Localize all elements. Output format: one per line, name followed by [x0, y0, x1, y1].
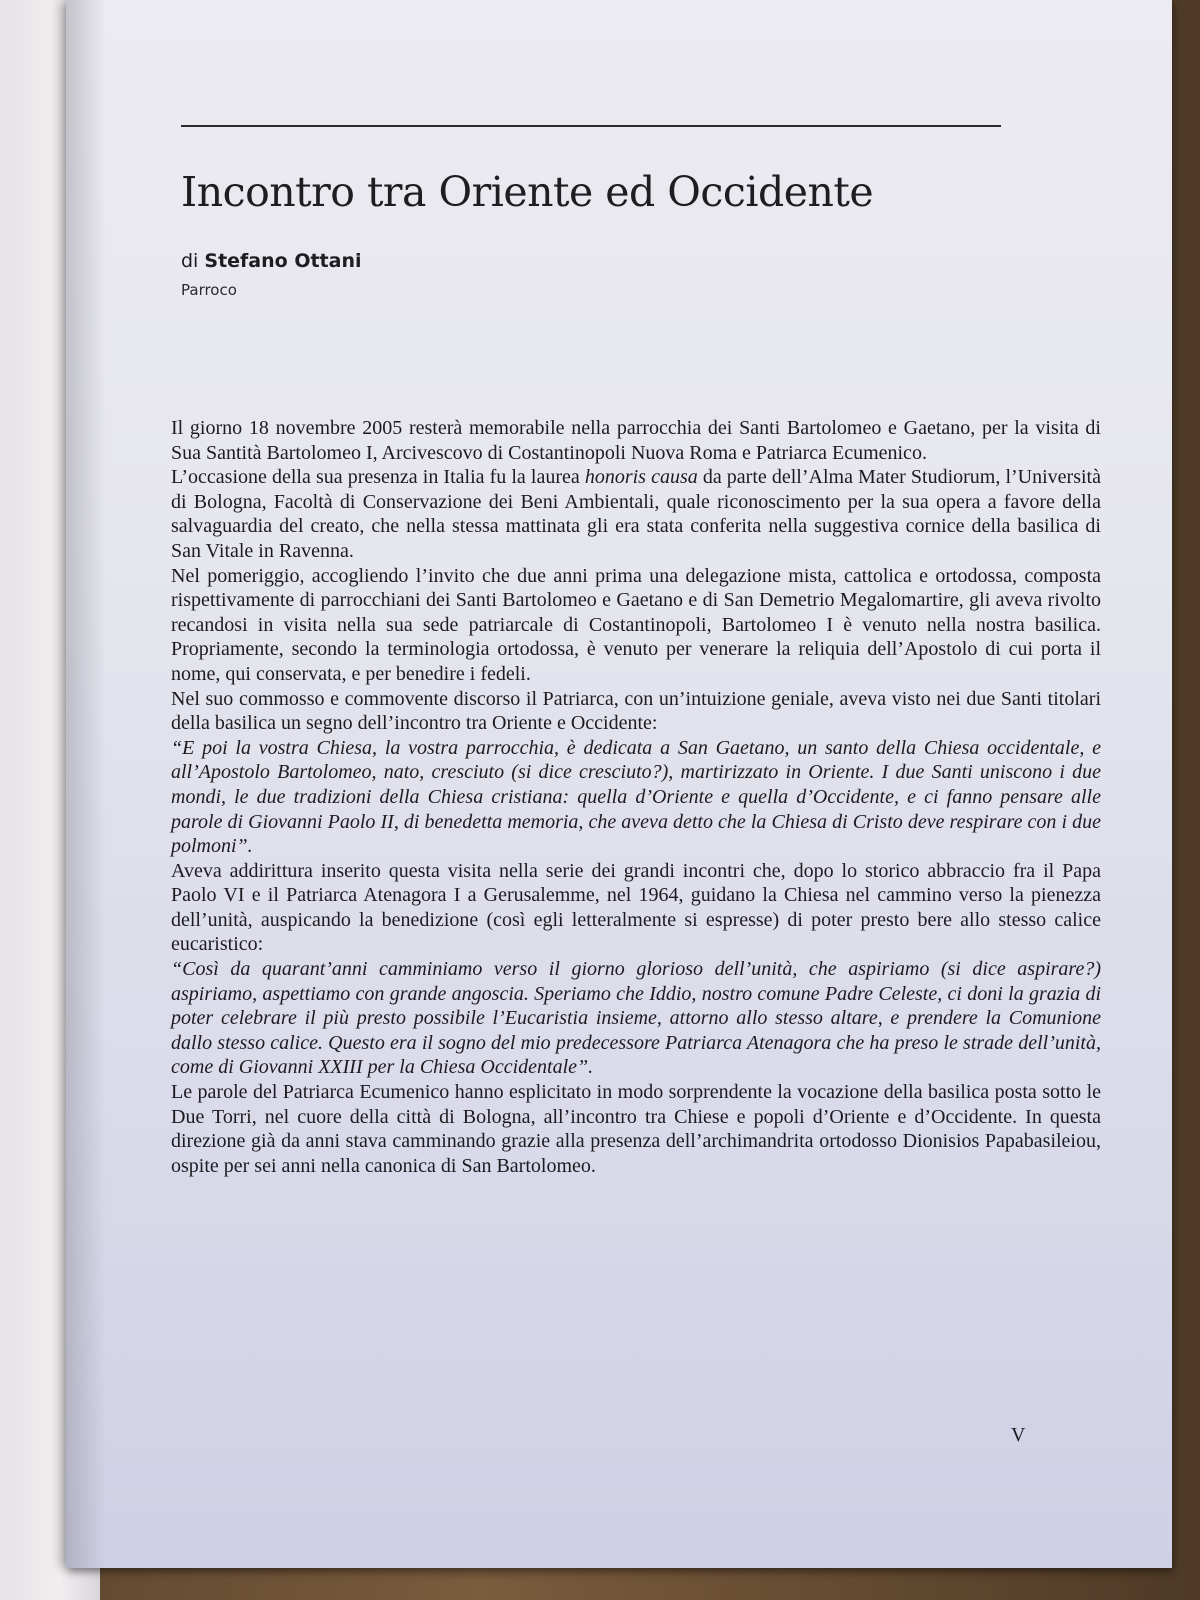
article-title: Incontro tra Oriente ed Occidente — [181, 168, 874, 216]
paragraph-3: Nel pomeriggio, accogliendo l’invito che due anni prima una delegazione mista, cattolica e ortodossa, composta rispettivamente di parrocchiani dei Santi Bartolomeo e Gaetano e di San Demetrio Megalomartire, gli aveva rivolto recandosi in visita nella sua sede patriarcale di Costantinopoli, Bartolomeo I è venuto nella nostra basilica. Propriamente, secondo la terminologia ortodossa, è venuto per venerare la reliquia dell’Apostolo di cui porta il nome, qui conservata, e per benedire i fedeli. — [171, 564, 1101, 685]
paragraph-6: Le parole del Patriarca Ecumenico hanno esplicitato in modo sorprendente la vocazione della basilica posta sotto le Due Torri, nel cuore della città di Bologna, all’incontro tra Chiese e popoli d’Oriente e d’Occidente. In questa direzione già da anni stava camminando grazie alla presenza dell’archimandrita ortodosso Dionisios Papabasileiou, ospite per sei anni nella canonica di San Bartolomeo. — [171, 1081, 1101, 1177]
byline — [181, 250, 362, 272]
quotation-2: “Così da quarant’anni camminiamo verso il giorno glorioso dell’unità, che aspiriamo (si dice aspirare?) aspiriamo, aspettiamo con grande angoscia. Speriamo che Iddio, nostro comune Padre Celeste, ci doni la grazia di poter celebrare il più presto possibile l’Eucaristia insieme, attorno allo stesso altare, e prendere la Comunione dallo stesso calice. Questo era il sogno del mio predecessore Patriarca Atenagora che ha preso le strade dell’unità, come di Giovanni XXIII per la Chiesa Occidentale”. — [171, 958, 1101, 1079]
header-rule — [181, 125, 1001, 127]
book-page — [66, 0, 1172, 1568]
page-gutter-shadow — [66, 0, 106, 1568]
paragraph-1: Il giorno 18 novembre 2005 resterà memorabile nella parrocchia dei Santi Bartolomeo e Gaetano, per la visita di Sua Santità Bartolomeo I, Arcivescovo di Costantinopoli Nuova Roma e Patriarca Ecumenico. — [171, 417, 1101, 464]
byline-prefix: di — [181, 250, 205, 272]
paragraph-4: Nel suo commosso e commovente discorso il Patriarca, con un’intuizione geniale, aveva visto nei due Santi titolari della basilica un segno dell’incontro tra Oriente e Occidente: — [171, 687, 1101, 735]
paragraph-5: Aveva addirittura inserito questa visita nella serie dei grandi incontri che, dopo lo storico abbraccio fra il Papa Paolo VI e il Patriarca Atenagora I a Gerusalemme, nel 1964, guidano la Chiesa nel cammino verso la pienezza dell’unità, auspicando la benedizione (così egli letteralmente si espresse) di poter presto bere allo stesso calice eucaristico: — [171, 859, 1101, 956]
quotation-1: “E poi la vostra Chiesa, la vostra parrocchia, è dedicata a San Gaetano, un santo della Chiesa occidentale, e all’Apostolo Bartolomeo, nato, cresciuto (si dice cresciuto?), martirizzato in Oriente. I due Santi uniscono i due mondi, le due tradizioni della Chiesa cristiana: quella d’Oriente e quella d’Occidente, e ci fanno pensare alle parole di Giovanni Paolo II, di benedetta memoria, che aveva detto che la Chiesa di Cristo deve respirare con i due polmoni”. — [171, 736, 1101, 858]
author-name: Stefano Ottani — [204, 250, 362, 272]
emphasis-honoris-causa: honoris causa — [584, 466, 698, 489]
paragraph-2: L’occasione della sua presenza in Italia fu la laurea honoris causa da parte dell’Alma Mater Studiorum, l’Università di Bologna, Facoltà di Conservazione dei Beni Ambientali, quale riconoscimento per la sua opera a favore della salvaguardia del creato, che nella stessa mattinata gli era stata conferita nella suggestiva cornice della basilica di San Vitale in Ravenna. — [171, 466, 1101, 562]
article-body — [171, 416, 1101, 1178]
author-role: Parroco — [181, 281, 237, 299]
page-number: V — [1011, 1424, 1026, 1446]
